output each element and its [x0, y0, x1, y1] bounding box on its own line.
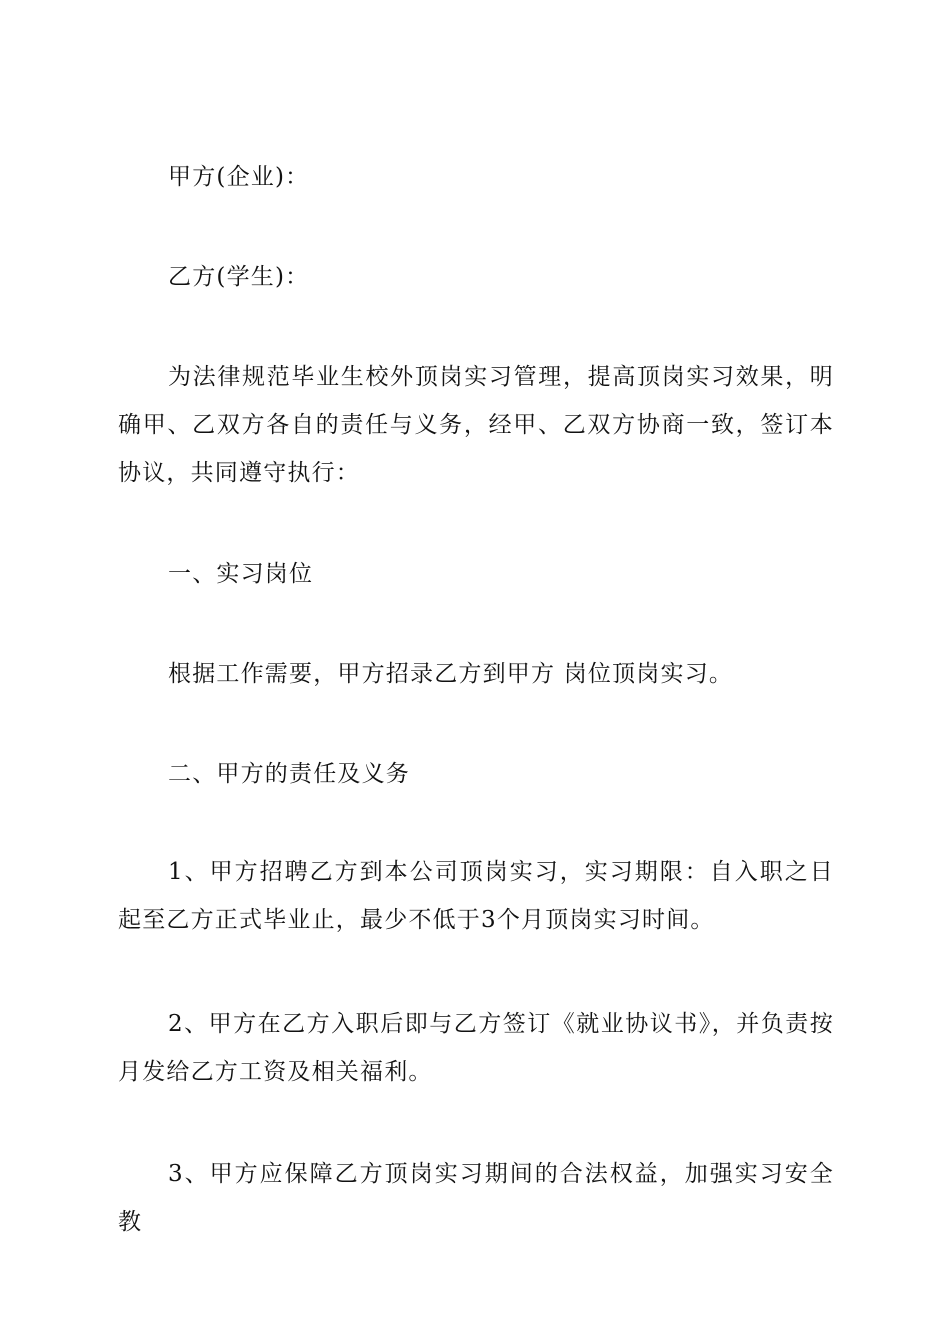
section1-text: 根据工作需要，甲方招录乙方到甲方 岗位顶岗实习。 — [168, 661, 734, 687]
section2-title: 二、甲方的责任及义务 — [168, 761, 410, 787]
section2-item-3: 3、甲方应保障乙方顶岗实习期间的合法权益，加强实习安全教 — [118, 1161, 834, 1235]
section1-title: 一、实习岗位 — [168, 561, 314, 587]
intro-paragraph: 为法律规范毕业生校外顶岗实习管理，提高顶岗实习效果，明确甲、乙双方各自的责任与义务，经甲、乙双方协商一致，签订本协议，共同遵守执行： — [118, 364, 834, 486]
section2-item-2: 2、甲方在乙方入职后即与乙方签订《就业协议书》，并负责按月发给乙方工资及相关福利。 — [118, 1011, 834, 1085]
party-a-line: 甲方(企业)： — [168, 164, 310, 190]
section2-item-1: 1、甲方招聘乙方到本公司顶岗实习，实习期限：自入职之日起至乙方正式毕业止，最少不低于3个月顶岗实习时间。 — [118, 859, 834, 933]
party-b-line: 乙方(学生)： — [168, 264, 310, 290]
